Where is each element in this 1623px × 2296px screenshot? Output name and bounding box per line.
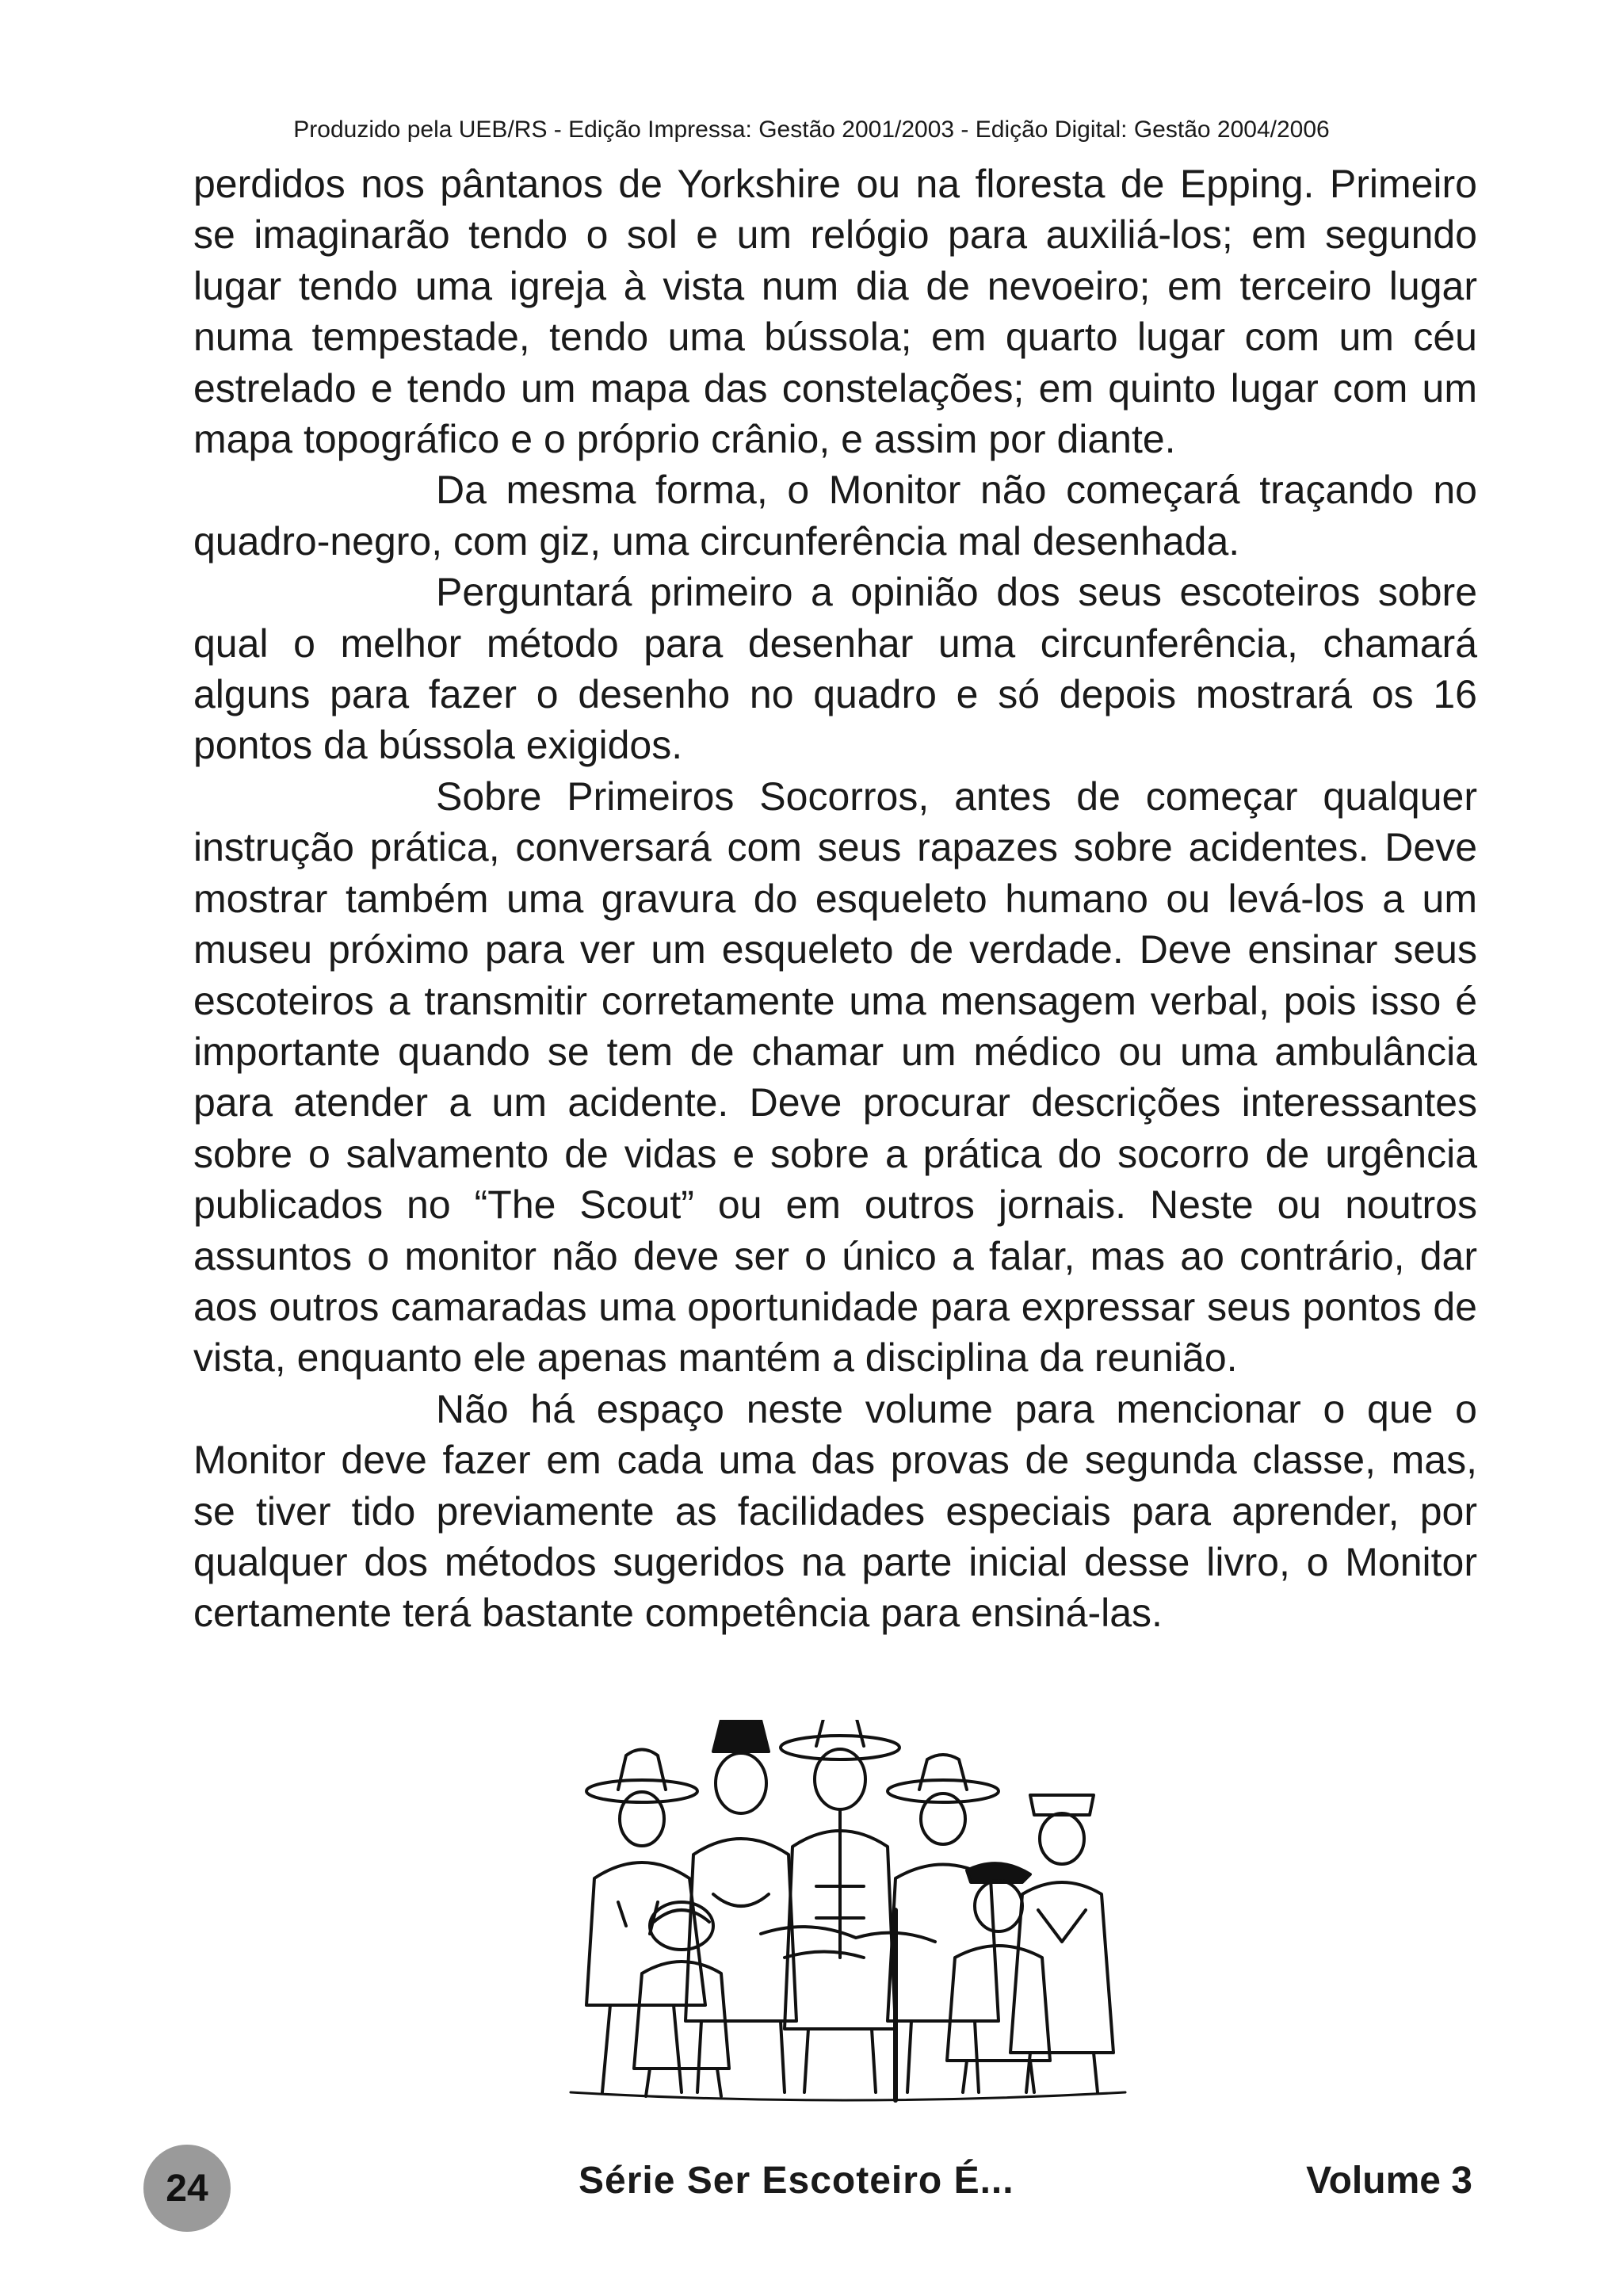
scouts-drawing-icon <box>523 1720 1157 2116</box>
body-text <box>193 159 1477 1639</box>
paragraph-5: Não há espaço neste volume para mencionar o que o Monitor deve fazer em cada uma das provas de segunda classe, mas, se tiver tido previamente as facilidades especiais para aprender, por qualquer dos métodos sugeridos na parte inicial desse livro, o Monitor certamente terá bastante competência para ensiná-las. <box>193 1386 1477 1636</box>
page-number-badge: 24 <box>143 2145 231 2232</box>
paragraph-4: Sobre Primeiros Socorros, antes de começar qualquer instrução prática, conversará com seus rapazes sobre acidentes. Deve mostrar também uma gravura do esqueleto humano ou levá-los a um museu próximo para ver um esqueleto de verdade. Deve ensinar seus escoteiros a transmitir corretamente uma mensagem verbal, pois isso é importante quando se tem de chamar um médico ou uma ambulância para atender a um acidente. Deve procurar descrições interessantes sobre o salvamento de vidas e sobre a prática do socorro de urgência publicados no “The Scout” ou em outros jornais. Neste ou noutros assuntos o monitor não deve ser o único a falar, mas ao contrário, dar aos outros camaradas uma oportunidade para expressar seus pontos de vista, enquanto ele apenas mantém a disciplina da reunião. <box>193 774 1477 1381</box>
paragraph-3: Perguntará primeiro a opinião dos seus escoteiros sobre qual o melhor método para desenhar uma circunferência, chamará alguns para fazer o desenho no quadro e só depois mostrará os 16 pontos da bússola exigidos. <box>193 570 1477 768</box>
paragraph-2: Da mesma forma, o Monitor não começará traçando no quadro-negro, com giz, uma circunferência mal desenhada. <box>193 468 1477 563</box>
series-title: Série Ser Escoteiro É... <box>579 2160 1014 2202</box>
volume-label: Volume 3 <box>1306 2160 1472 2202</box>
paragraph-1: perdidos nos pântanos de Yorkshire ou na floresta de Epping. Primeiro se imaginarão tendo o sol e um relógio para auxiliá-los; em segundo lugar tendo uma igreja à vista num dia de nevoeiro; em terceiro lugar numa tempestade, tendo uma bússola; em quarto lugar com um céu estrelado e tendo um mapa das constelações; em quinto lugar com um mapa topográfico e o próprio crânio, e assim por diante. <box>193 162 1477 462</box>
page-header: Produzido pela UEB/RS - Edição Impressa: Gestão 2001/2003 - Edição Digital: Gestão 2004/2006 <box>293 117 1330 143</box>
scouts-group-illustration <box>523 1720 1157 2116</box>
